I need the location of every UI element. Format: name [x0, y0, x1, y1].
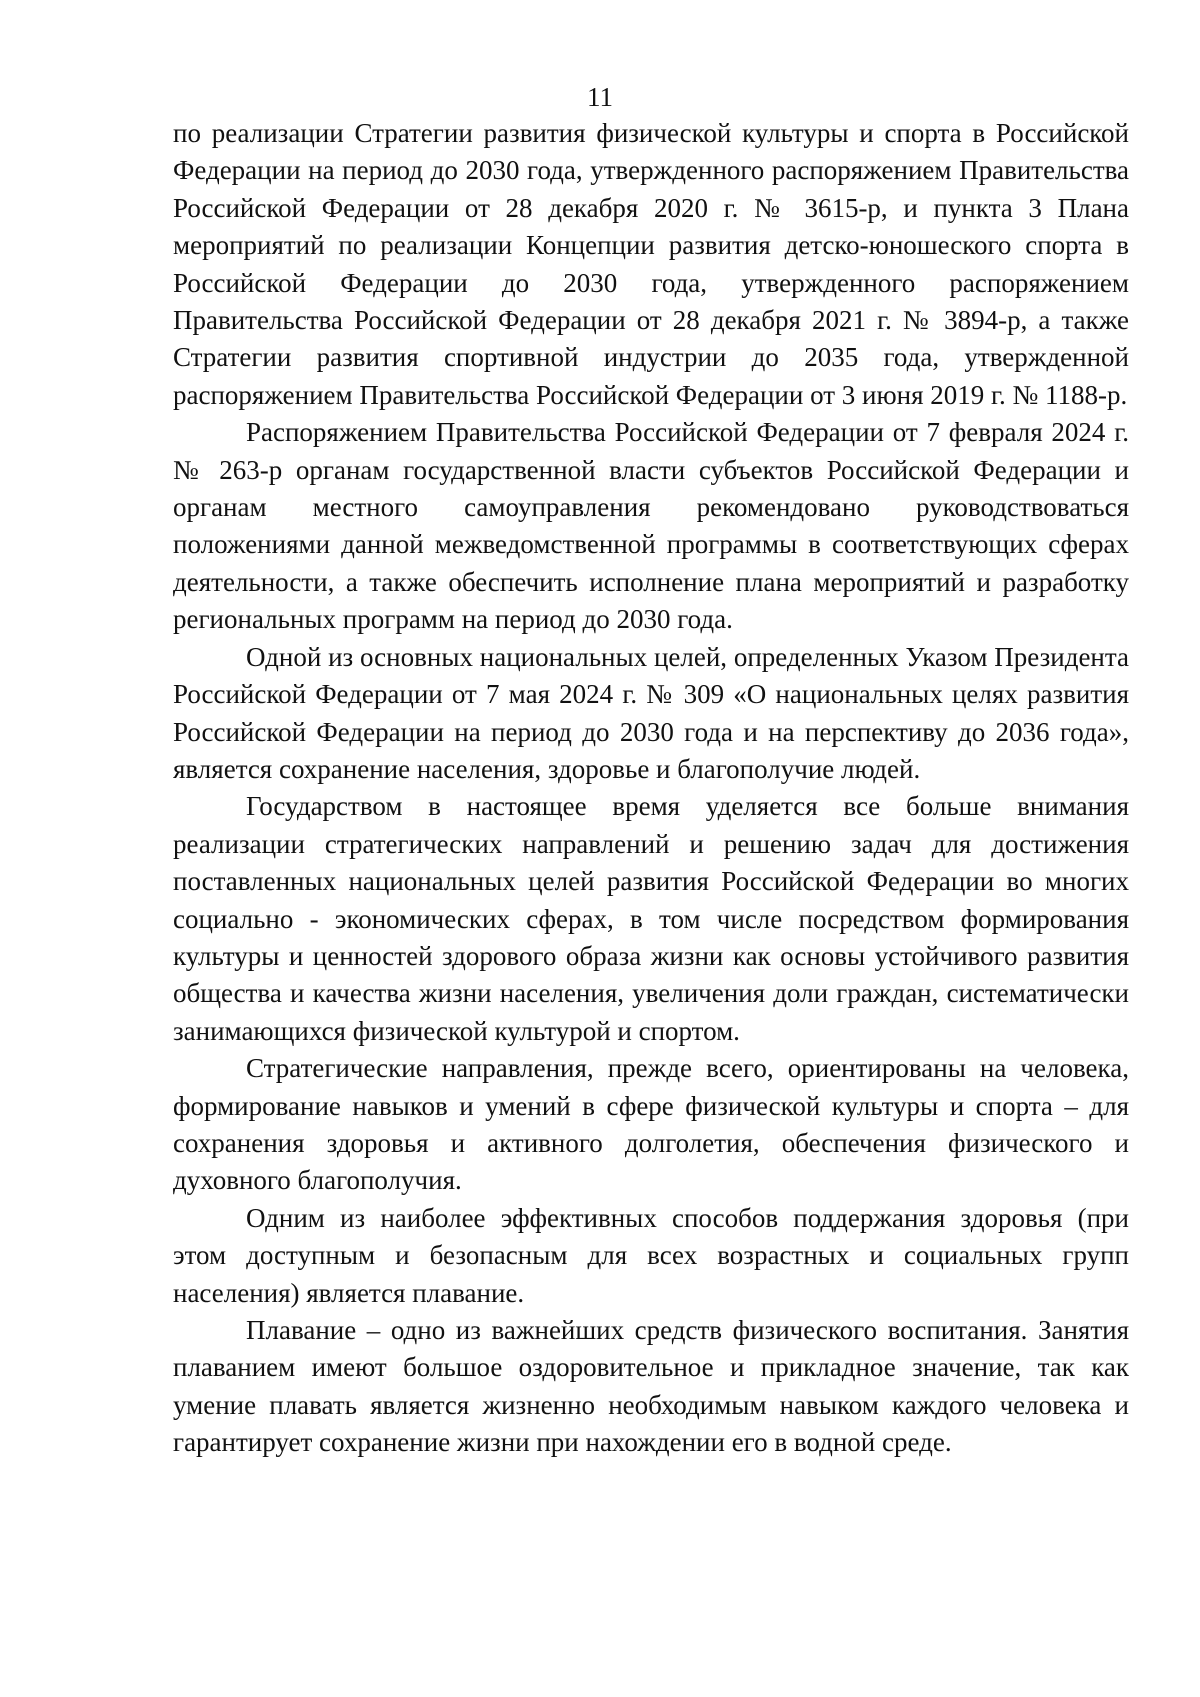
paragraph-national-goals: Одной из основных национальных целей, определенных Указом Президента Российской Федерации от 7 мая 2024 г. № 309 «О национальных целях развития Российской Федерации на период до 2030 года и на перспективу до 2036 года», является сохранение населения, здоровье и благополучие людей.	[173, 641, 1129, 784]
paragraph-strategy-implementation: по реализации Стратегии развития физической культуры и спорта в Российской Федерации на период до 2030 года, утвержденного распоряжением Правительства Российской Федерации от 28 декабря 2020 г. № 3615-р, и пункта 3 Плана мероприятий по реализации Концепции развития детско-юношеского спорта в Российской Федерации до 2030 года, утвержденного распоряжением Правительства Российской Федерации от 28 декабря 2021 г. № 3894-р, а также Стратегии развития спортивной индустрии до 2035 года, утвержденной распоряжением Правительства Российской Федерации от 3 июня 2019 г. № 1188-р.	[173, 118, 1129, 410]
document-body	[173, 115, 1129, 1462]
paragraph-state-attention: Государством в настоящее время уделяется все больше внимания реализации стратегических направлений и решению задач для достижения поставленных национальных целей развития Российской Федерации во многих социально - экономических сферах, в том числе посредством формирования культуры и ценностей здорового образа жизни как основы устойчивого развития общества и качества жизни населения, увеличения доли граждан, систематически занимающихся физической культурой и спортом.	[173, 791, 1129, 1046]
paragraph-strategic-directions: Стратегические направления, прежде всего, ориентированы на человека, формирование навыков и умений в сфере физической культуры и спорта – для сохранения здоровья и активного долголетия, обеспечения физического и духовного благополучия.	[173, 1053, 1129, 1196]
paragraph-swimming-importance: Плавание – одно из важнейших средств физического воспитания. Занятия плаванием имеют большое оздоровительное и прикладное значение, так как умение плавать является жизненно необходимым навыком каждого человека и гарантирует сохранение жизни при нахождении его в водной среде.	[173, 1315, 1129, 1458]
page-number: 11	[587, 82, 613, 112]
paragraph-government-order: Распоряжением Правительства Российской Федерации от 7 февраля 2024 г. № 263-р органам государственной власти субъектов Российской Федерации и органам местного самоуправления рекомендовано руководствоваться положениями данной межведомственной программы в соответствующих сферах деятельности, а также обеспечить исполнение плана мероприятий и разработку региональных программ на период до 2030 года.	[173, 417, 1129, 635]
paragraph-swimming-effective: Одним из наиболее эффективных способов поддержания здоровья (при этом доступным и безопасным для всех возрастных и социальных групп населения) является плавание.	[173, 1202, 1129, 1308]
